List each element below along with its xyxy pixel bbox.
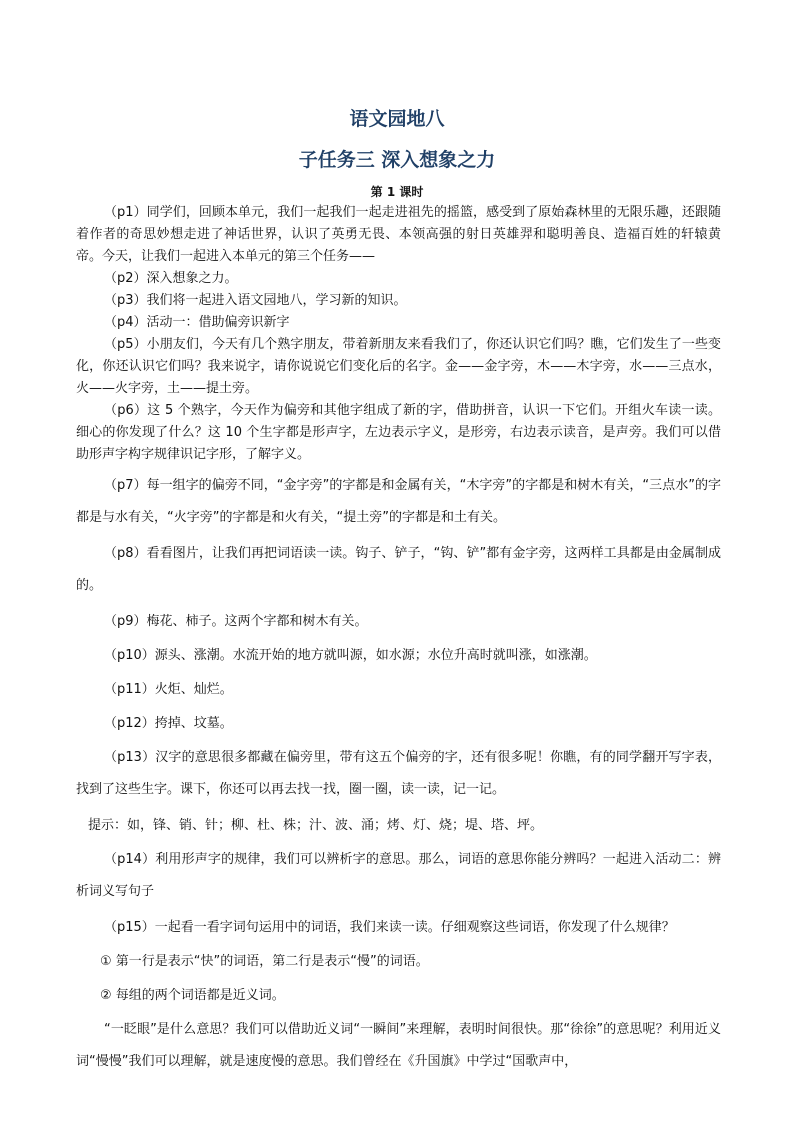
paragraph-p14: （p14）利用形声字的规律，我们可以辨析字的意思。那么，词语的意思你能分辨吗？一起进入活动二：辨析词义写句子 bbox=[76, 852, 721, 899]
paragraph-p11: （p11）火炬、灿烂。 bbox=[104, 682, 233, 697]
paragraph-p1: （p1）同学们，回顾本单元，我们一起我们一起走进祖先的摇篮，感受到了原始森林里的无限乐趣，还跟随着作者的奇思妙想走进了神话世界，认识了英勇无畏、本领高强的射日英雄羿和聪明善良、造福百姓的轩辕黄帝。今天，让我们一起进入本单元的第三个任务—— bbox=[76, 205, 721, 264]
page-title: 语文园地八 bbox=[349, 108, 445, 130]
paragraph-p3: （p3）我们将一起进入语文园地八，学习新的知识。 bbox=[104, 293, 407, 308]
paragraph-p15: （p15）一起看一看字词句运用中的词语，我们来读一读。仔细观察这些词语，你发现了什么规律？ bbox=[104, 920, 675, 935]
paragraph-hint: 提示：如，锋、销、针；柳、杜、株；汁、波、涌；烤、灯、烧；堤、塔、坪。 bbox=[88, 818, 544, 833]
page-subtitle: 子任务三 深入想象之力 bbox=[298, 149, 496, 171]
list-item-2: ② 每组的两个词语都是近义词。 bbox=[100, 988, 285, 1003]
paragraph-p13: （p13）汉字的意思很多都藏在偏旁里，带有这五个偏旁的字，还有很多呢！你瞧，有的同学翻开写字表，找到了这些生字。课下，你还可以再去找一找，圈一圈，读一读，记一记。 bbox=[76, 750, 721, 797]
list-item-1: ① 第一行是表示“快”的词语，第二行是表示“慢”的词语。 bbox=[100, 954, 429, 969]
paragraph-p9: （p9）梅花、柿子。这两个字都和树木有关。 bbox=[104, 614, 368, 629]
paragraph-p10: （p10）源头、涨潮。水流开始的地方就叫源，如水源；水位升高时就叫涨，如涨潮。 bbox=[104, 648, 597, 663]
paragraph-p4: （p4）活动一：借助偏旁识新字 bbox=[104, 315, 290, 330]
paragraph-p12: （p12）挎掉、坟墓。 bbox=[104, 716, 233, 731]
paragraph-p5: （p5）小朋友们，今天有几个熟字朋友，带着新朋友来看我们了，你还认识它们吗？瞧，它们发生了一些变化，你还认识它们吗？我来说字，请你说说它们变化后的名字。金——金字旁，木——木字旁，水——三点水，火——火字旁，土——提土旁。 bbox=[76, 337, 721, 396]
paragraph-p2: （p2）深入想象之力。 bbox=[104, 271, 238, 286]
paragraph-p6: （p6）这 5 个熟字，今天作为偏旁和其他字组成了新的字，借助拼音，认识一下它们。开组火车读一读。细心的你发现了什么？这 10 个生字都是形声字，左边表示字义，是形旁，右边表示读音，是声旁。我们可以借助形声字构字规律识记字形，了解字义。 bbox=[76, 403, 721, 462]
paragraph-p8: （p8）看看图片，让我们再把词语读一读。钩子、铲子，“钩、铲”都有金字旁，这两样工具都是由金属制成的。 bbox=[76, 546, 721, 593]
paragraph-explanation: “一眨眼”是什么意思？我们可以借助近义词“一瞬间”来理解，表明时间很快。那“徐徐”的意思呢？利用近义词“慢慢”我们可以理解，就是速度慢的意思。我们曾经在《升国旗》中学过“国歌声中， bbox=[76, 1022, 721, 1069]
lesson-label: 第 1 课时 bbox=[370, 185, 424, 199]
paragraph-p7: （p7）每一组字的偏旁不同，“金字旁”的字都是和金属有关，“木字旁”的字都是和树木有关，“三点水”的字都是与水有关，“火字旁”的字都是和火有关，“提土旁”的字都是和土有关。 bbox=[76, 478, 721, 525]
